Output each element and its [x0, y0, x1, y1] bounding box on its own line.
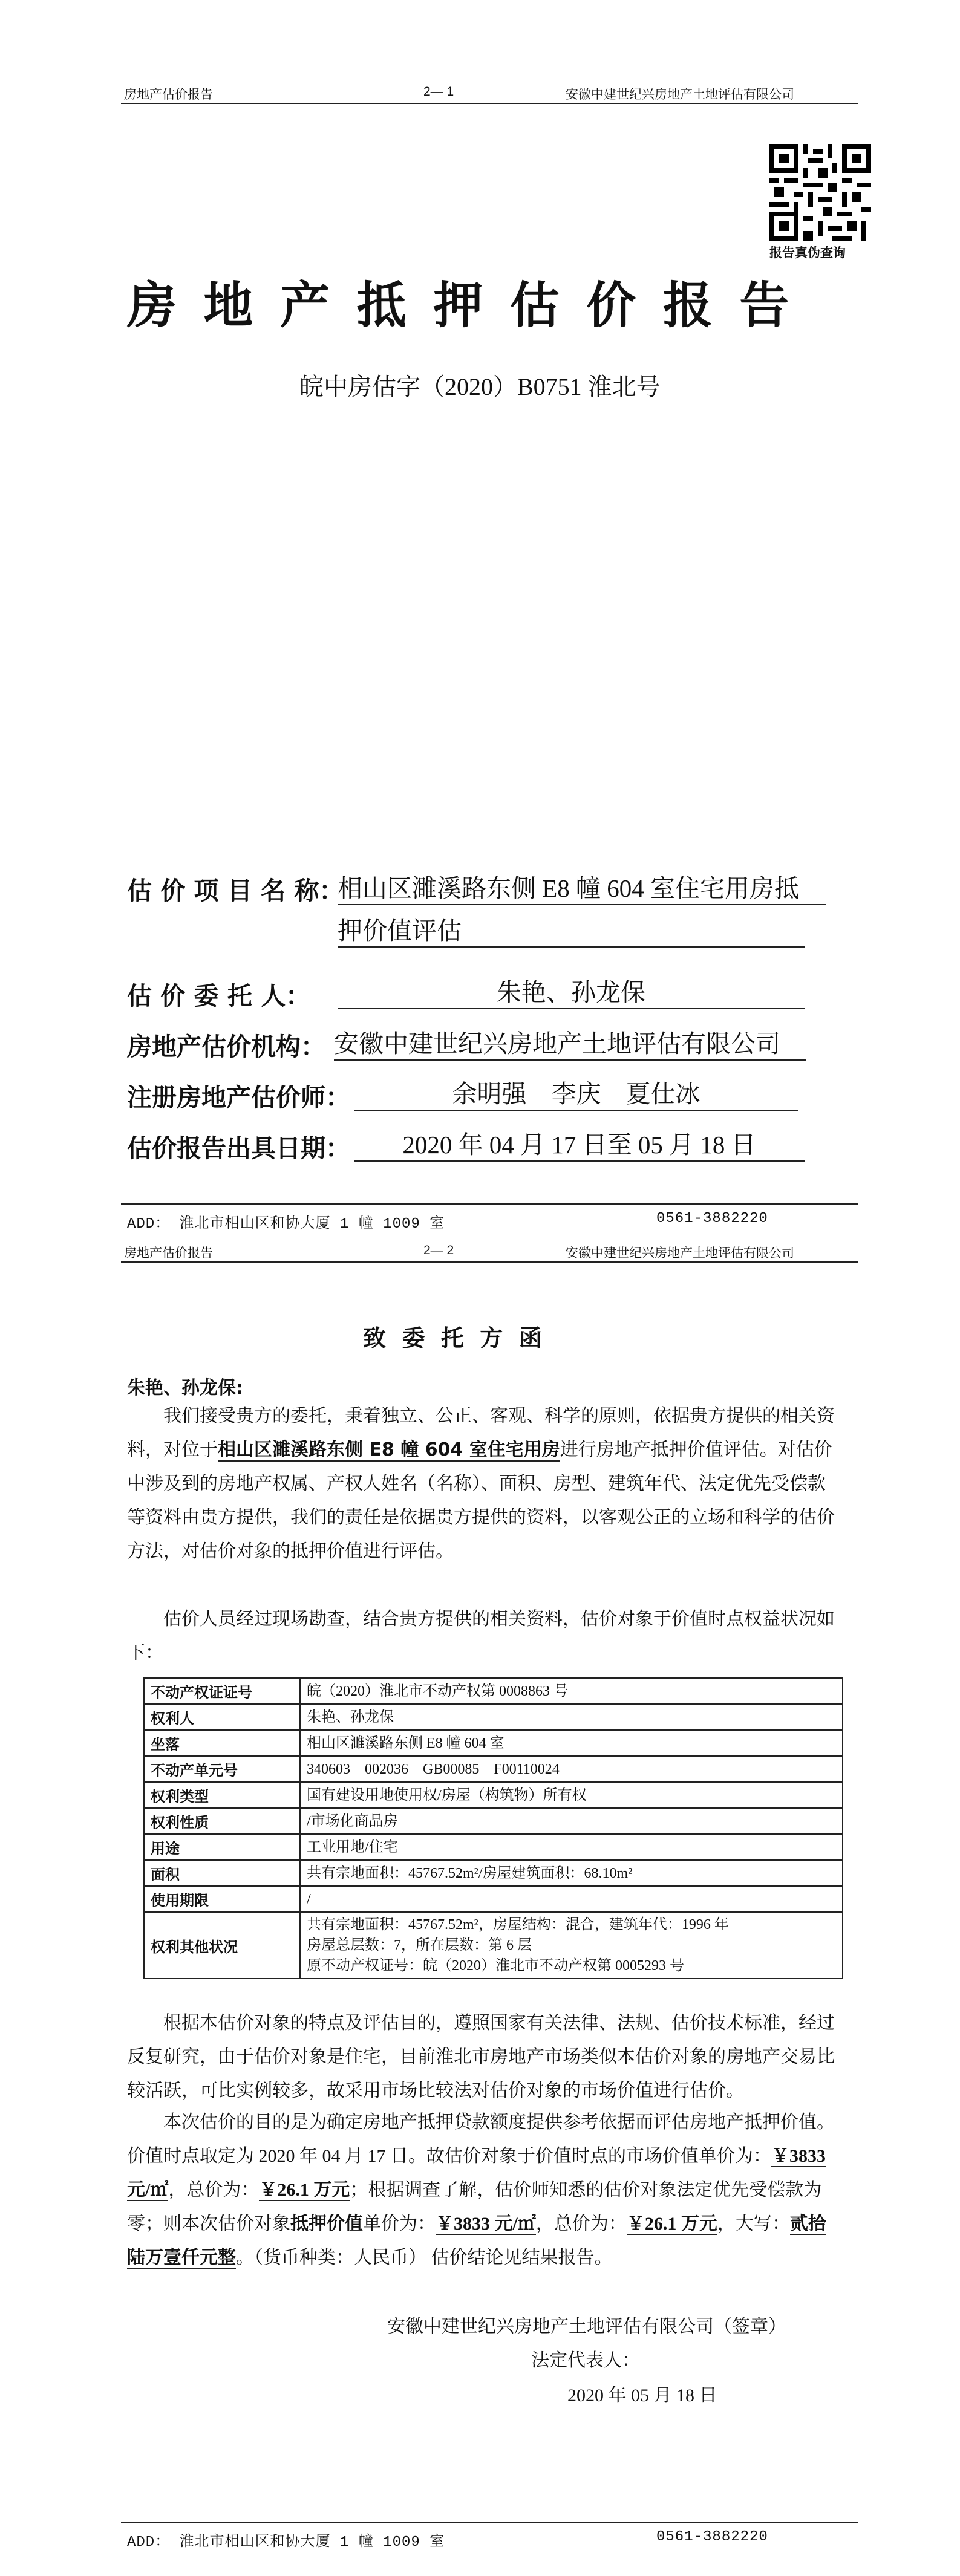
unit-price: ￥3833 元/㎡: [127, 2146, 826, 2200]
table-key: 坐落: [144, 1730, 300, 1756]
letter-title: 致 委 托 方 函: [363, 1325, 542, 1351]
header-left: 房地产估价报告: [124, 88, 213, 102]
qr-caption: 报告真伪查询: [769, 246, 846, 260]
paragraph-4-text-e: 单价为：: [363, 2214, 436, 2234]
table-value-line: 朱艳、孙龙保: [307, 1709, 394, 1725]
table-row: [144, 1782, 843, 1808]
unit-price-mortgage: ￥3833 元/㎡: [436, 2214, 536, 2234]
table-key: 权利性质: [144, 1808, 300, 1834]
report-title: 房 地 产 抵 押 估 价 报 告: [127, 277, 794, 334]
header-left: 房地产估价报告: [124, 1246, 213, 1260]
header-rule: [121, 103, 858, 104]
total-price: ￥26.1 万元: [259, 2180, 350, 2200]
table-value-line: 相山区濉溪路东侧 E8 幢 604 室: [307, 1735, 504, 1751]
project-name-value-line2: 押价值评估: [338, 911, 805, 948]
table-value: [300, 1860, 843, 1886]
header-right: 安徽中建世纪兴房地产土地评估有限公司: [566, 88, 794, 102]
signoff-representative: 法定代表人：: [531, 2350, 640, 2370]
table-row: [144, 1834, 843, 1860]
table-value-line: 国有建设用地使用权/房屋（构筑物）所有权: [307, 1787, 587, 1803]
table-value: [300, 1782, 843, 1808]
table-row: [144, 1756, 843, 1782]
paragraph-4: [127, 2106, 841, 2275]
paragraph-3: 根据本估价对象的特点及评估目的，遵照国家有关法律、法规、估价技术标准，经过反复研究，由于估价对象是住宅，目前淮北市房地产市场类似本估价对象的房地产交易比较活跃，可比实例较多，故采用市场比较法对估价对象的市场价值进行估价。: [127, 2013, 835, 2101]
footer-address: ADD： 淮北市相山区和协大厦 1 幢 1009 室: [127, 1216, 445, 1232]
table-row: [144, 1678, 843, 1704]
table-value-line: 原不动产权证号：皖（2020）淮北市不动产权第 0005293 号: [307, 1958, 684, 1974]
mortgage-value-label: 抵押价值: [290, 2214, 363, 2234]
signoff-date: 2020 年 05 月 18 日: [567, 2386, 717, 2405]
paragraph-1-text-a: 我们接受贵方的委托，秉着独立、公正、客观、科学的原则，依据贵方提供的相关资料，对位于: [127, 1406, 835, 1460]
appraiser-value: 余明强 李庆 夏仕冰: [354, 1074, 798, 1111]
table-value: [300, 1886, 843, 1912]
client-value: 朱艳、孙龙保: [338, 972, 805, 1009]
paragraph-2: 估价人员经过现场勘查，结合贵方提供的相关资料，估价对象于价值时点权益状况如下：: [127, 1609, 835, 1663]
table-value-line: 皖（2020）淮北市不动产权第 0008863 号: [307, 1683, 568, 1699]
header-page-number: 2— 2: [423, 1243, 454, 1257]
table-value-line: /: [307, 1891, 311, 1907]
table-row: [144, 1730, 843, 1756]
paragraph-4-text-c: ；根据调查了解，估价师知悉的估价对象法定优先受偿款为零；则本次估价对象: [127, 2180, 822, 2234]
table-value: [300, 1756, 843, 1782]
table-row: [144, 1886, 843, 1912]
footer-rule: [121, 2522, 858, 2523]
table-value: [300, 1678, 843, 1704]
table-row: [144, 1860, 843, 1886]
signoff-company: 安徽中建世纪兴房地产土地评估有限公司（签章）: [387, 2317, 786, 2337]
table-key: 权利其他状况: [144, 1912, 300, 1979]
capital-amount: 贰拾陆万壹仟元整: [127, 2214, 826, 2268]
paragraph-4-text-f: ，总价为：: [535, 2214, 627, 2234]
table-key: 使用期限: [144, 1886, 300, 1912]
project-name-label: 估 价 项 目 名 称：: [127, 876, 344, 905]
agency-label: 房地产估价机构：: [127, 1032, 325, 1061]
rights-table: [143, 1677, 843, 1979]
table-key: 不动产权证证号: [144, 1678, 300, 1704]
report-number: 皖中房估字（2020）B0751 淮北号: [299, 373, 661, 400]
table-row: [144, 1912, 843, 1979]
project-name-value-line1: 相山区濉溪路东侧 E8 幢 604 室住宅用房抵: [338, 868, 826, 905]
paragraph-4-text-b: ，总价为：: [168, 2180, 260, 2200]
table-value: [300, 1912, 843, 1979]
footer-address: ADD： 淮北市相山区和协大厦 1 幢 1009 室: [127, 2534, 445, 2551]
footer-rule: [121, 1203, 858, 1205]
agency-value: 安徽中建世纪兴房地产土地评估有限公司: [334, 1024, 806, 1061]
salutation: 朱艳、孙龙保:: [127, 1377, 243, 1399]
table-row: [144, 1808, 843, 1834]
header-page-number: 2— 1: [423, 85, 454, 99]
table-key: 不动产单元号: [144, 1756, 300, 1782]
paragraph-4-text-g: ，大写：: [717, 2214, 790, 2234]
report-date-label: 估价报告出具日期：: [127, 1134, 350, 1163]
paragraph-4-text-h: 。（货币种类：人民币） 估价结论见结果报告。: [236, 2248, 613, 2268]
property-location: 相山区濉溪路东侧 E8 幢 604 室住宅用房: [218, 1439, 560, 1460]
table-value-line: 共有宗地面积：45767.52m²/房屋建筑面积：68.10m²: [307, 1865, 633, 1881]
table-value: [300, 1834, 843, 1860]
header-rule: [121, 1261, 858, 1263]
paragraph-1: [127, 1399, 841, 1569]
table-value-line: 房屋总层数：7，所在层数：第 6 层: [307, 1937, 532, 1953]
table-value: [300, 1730, 843, 1756]
client-label: 估 价 委 托 人：: [127, 981, 311, 1010]
table-value-line: 共有宗地面积：45767.52m²，房屋结构：混合，建筑年代：1996 年: [307, 1917, 729, 1933]
report-date-value: 2020 年 04 月 17 日至 05 月 18 日: [354, 1125, 805, 1162]
table-key: 面积: [144, 1860, 300, 1886]
table-value-line: /市场化商品房: [307, 1813, 398, 1829]
table-key: 权利类型: [144, 1782, 300, 1808]
table-value-line: 工业用地/住宅: [307, 1839, 398, 1855]
qr-code-icon: [769, 144, 871, 241]
paragraph-4-text-a: 本次估价的目的是为确定房地产抵押贷款额度提供参考依据而评估房地产抵押价值。价值时点取定为 2020 年 04 月 17 日。故估价对象于价值时点的市场价值单价为：: [127, 2112, 835, 2166]
footer-phone: 0561-3882220: [656, 2529, 768, 2545]
table-key: 用途: [144, 1834, 300, 1860]
table-value-line: 340603 002036 GB00085 F00110024: [307, 1761, 560, 1777]
footer-phone: 0561-3882220: [656, 1211, 768, 1227]
appraiser-label: 注册房地产估价师：: [127, 1083, 350, 1112]
table-value: [300, 1808, 843, 1834]
table-row: [144, 1704, 843, 1730]
total-price-mortgage: ￥26.1 万元: [626, 2214, 717, 2234]
table-key: 权利人: [144, 1704, 300, 1730]
paragraph-1-text-b: 进行房地产抵押价值评估。对估价中涉及到的房地产权属、产权人姓名（名称）、面积、房型、建筑年代、法定优先受偿款等资料由贵方提供，我们的责任是依据贵方提供的资料，以客观公正的立场和科学的估价方法，对估价对象的抵押价值进行评估。: [127, 1440, 835, 1561]
header-right: 安徽中建世纪兴房地产土地评估有限公司: [566, 1246, 794, 1260]
table-value: [300, 1704, 843, 1730]
